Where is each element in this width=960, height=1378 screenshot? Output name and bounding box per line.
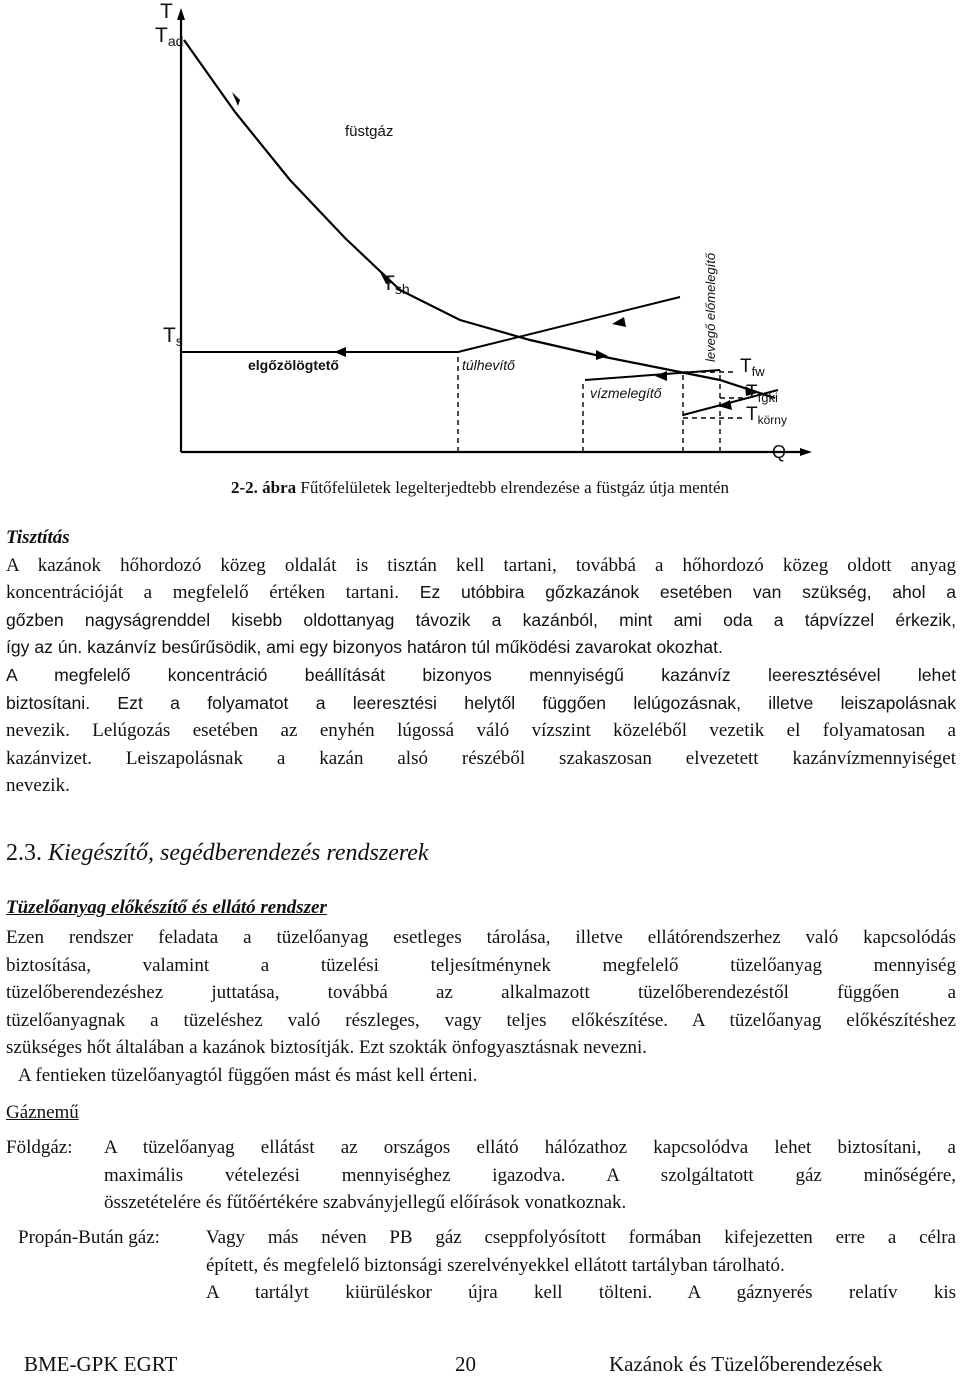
section-number: 2.3. (6, 840, 42, 866)
text-line: nevezik. Lelúgozás esetében az enyhén lúgossá váló vízszint közeléből vezetik el folyamatosan a (6, 720, 956, 742)
text-line: szükséges hőt általában a kazánok biztosítják. Ezt szokták önfogyasztásnak nevezni. (6, 1037, 648, 1059)
footer-right: Kazánok és Tüzelőberendezések (609, 1352, 883, 1376)
air-preheater-label: levegő előmelegítő (703, 252, 718, 362)
text-line: épített, és megfelelő biztonsági szerelvényekkel ellátott tartályban tárolható. (206, 1254, 785, 1276)
text-line: koncentrációját a megfelelő értéken tartani. Ez utóbbira gőzkazánok esetében van szükség, ahol a (6, 582, 956, 604)
fuel-supply-text (6, 924, 956, 1090)
t-fgki-label: $T_{fgki}$ (746, 382, 778, 405)
economizer-label: vízmelegítő (590, 385, 662, 401)
flow-arrow (334, 347, 346, 357)
section-title: Kiegészítő, segédberendezés rendszerek (42, 840, 429, 866)
text-line: összetételére és fűtőértékére szabványjellegű előírások vonatkoznak. (104, 1192, 627, 1214)
footer-left: BME-GPK EGRT (24, 1352, 178, 1376)
text-line: maximális vételezési mennyiséghez igazodva. A szolgáltatott gáz minőségére, (104, 1164, 956, 1186)
natural-gas-label: Földgáz: (6, 1137, 73, 1158)
pb-gas-text (206, 1224, 956, 1307)
text-line: tüzelőanyagnak a tüzeléshez való részleges, vagy teljes előkészítése. A tüzelőanyag előkészítéshez (6, 1009, 956, 1031)
natural-gas-text (104, 1134, 956, 1217)
pb-gas-label: Propán-Bután gáz: (18, 1227, 160, 1248)
text-line: Vagy más néven PB gáz cseppfolyósított formában kifejezetten erre a célra (206, 1227, 956, 1248)
x-axis-label: Q (772, 442, 787, 462)
cleaning-section (6, 524, 956, 800)
temperature-heat-diagram (0, 0, 960, 470)
figure-caption-text: Fűtőfelületek legelterjedtebb elrendezése a füstgáz útja mentén (296, 478, 729, 497)
text-line: biztosítása, valamint a tüzelési teljesítménynek megfelelő tüzelőanyag mennyiség (6, 954, 956, 976)
superheater-label: túlhevítő (462, 357, 515, 373)
t-s-label: Ts (163, 324, 183, 349)
flow-arrow (612, 317, 626, 327)
flue-gas-label: füstgáz (345, 123, 394, 140)
text-line: kazánvizet. Leiszapolásnak a kazán alsó részéből szakaszosan elvezetett kazánvízmennyiséget (6, 747, 956, 769)
t-fw-label: $T_{fw}$ (740, 356, 765, 379)
y-axis-label: T (160, 0, 173, 23)
gas-heading: Gáznemű (6, 1102, 79, 1123)
text-line: A megfelelő koncentráció beállítását bizonyos mennyiségű kazánvíz leeresztésével lehet (6, 664, 956, 685)
flow-arrow (232, 92, 240, 106)
section-heading (6, 840, 429, 867)
x-axis-arrowhead (800, 448, 812, 456)
text-line: A tüzelőanyag ellátást az országos ellátó hálózathoz kapcsolódva lehet biztosítani, a (104, 1137, 956, 1158)
text-line: tüzelőberendezéshez juttatása, továbbá az alkalmazott tüzelőberendezéstől függően a (6, 982, 956, 1004)
flue-gas-line (184, 40, 775, 398)
figure-number: 2-2. ábra (230, 478, 297, 497)
t-sh-label: Tsh (382, 272, 410, 297)
text-line: így az ún. kazánvíz besűrűsödik, ami egy bizonyos határon túl működési zavarokat okozhat. (6, 637, 723, 658)
text-line: biztosítani. Ezt a folyamatot a leeresztési helytől függően lelúgozásnak, illetve leiszapolásnak (6, 692, 956, 713)
text-line: A kazánok hőhordozó közeg oldalát is tisztán kell tartani, továbbá a hőhordozó közeg oldott anyag (6, 554, 956, 576)
evaporator-label: elgőzölögtető (248, 357, 339, 373)
figure-caption (0, 478, 960, 498)
superheater-line (458, 297, 680, 352)
cleaning-title: Tisztítás (6, 527, 70, 548)
flow-arrow (655, 371, 667, 381)
text-line: nevezik. (6, 775, 70, 797)
text-line: gőzben nagyságrenddel kisebb oldottanyag távozik a kazánból, mint ami oda a tápvízzel érkezik, (6, 609, 956, 630)
flow-arrow (596, 350, 608, 360)
text-line: Ezen rendszer feladata a tüzelőanyag esetleges tárolása, illetve ellátórendszerhez való kapcsolódás (6, 927, 956, 948)
page-number: 20 (455, 1352, 476, 1376)
text-line: A fentieken tüzelőanyagtól függően mást és mást kell érteni. (18, 1064, 478, 1086)
y-axis-arrowhead (177, 8, 185, 20)
t-korny-label: $T_{körny}$ (746, 404, 787, 427)
subsection-title: Tüzelőanyag előkészítő és ellátó rendszer (6, 897, 327, 918)
text-line: A tartályt kiürüléskor újra kell tölteni. A gáznyerés relatív kis (206, 1282, 956, 1304)
t-ad-label: Tad (155, 24, 184, 49)
